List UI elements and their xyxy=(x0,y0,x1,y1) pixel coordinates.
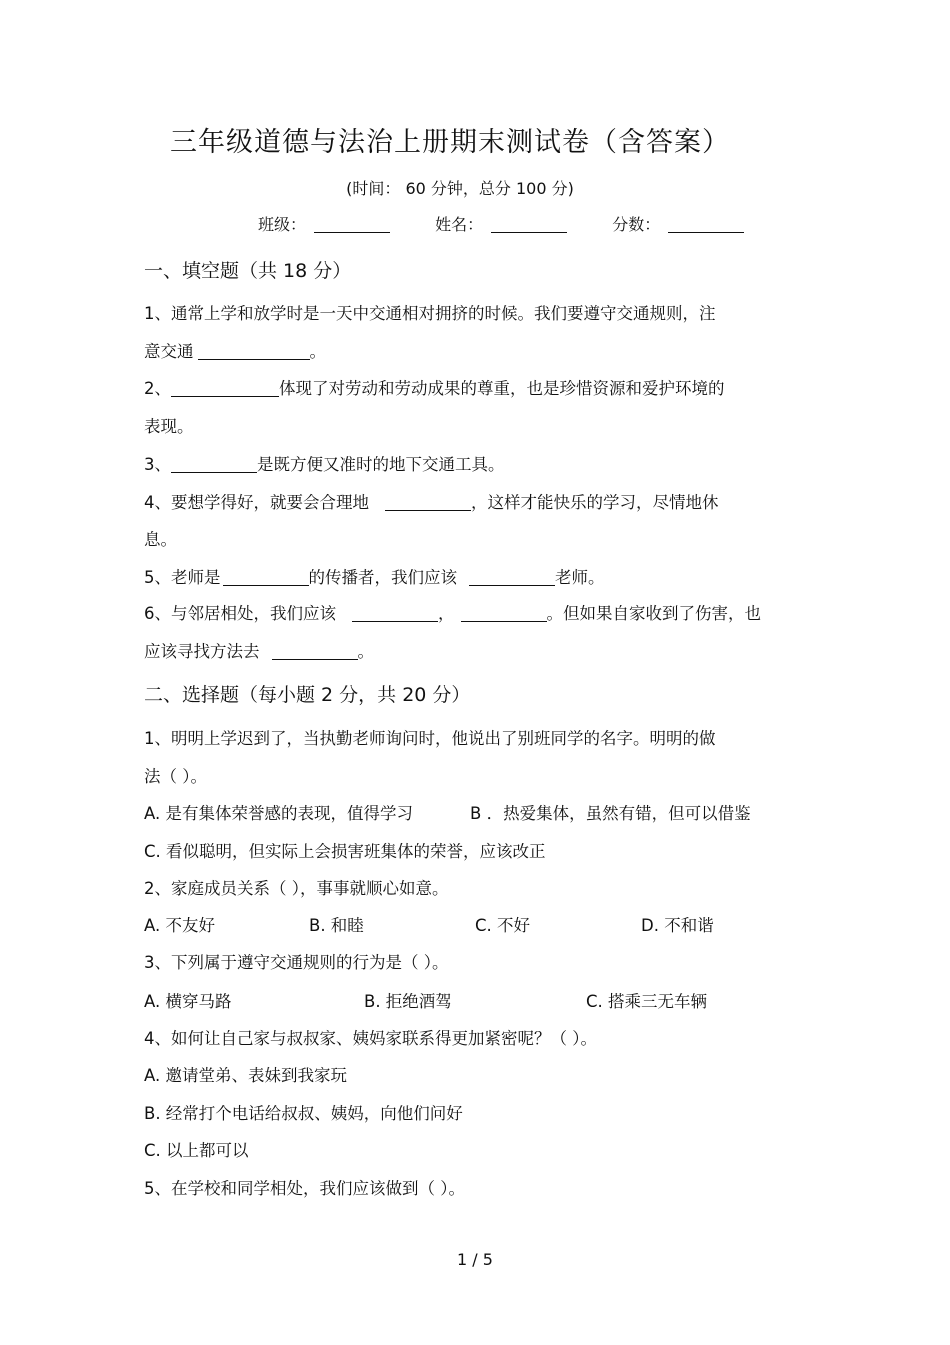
page-title: 三年级道德与法治上册期末测试卷（含答案） xyxy=(170,127,730,158)
q4-line-1: 4、要想学得好，就要会合理地 ，这样才能快乐的学习，尽情地休 xyxy=(144,493,719,512)
page-number: 1 / 5 xyxy=(457,1250,493,1269)
q2-line-2: 表现。 xyxy=(144,417,194,436)
q5-blank-1[interactable] xyxy=(223,569,309,586)
mc-q2-line: 2、家庭成员关系（ ），事事就顺心如意。 xyxy=(144,879,449,898)
q5-line: 5、老师是 的传播者，我们应该 老师。 xyxy=(144,568,605,587)
q2-line-1: 2、 体现了对劳动和劳动成果的尊重，也是珍惜资源和爱护环境的 xyxy=(144,379,725,398)
mc-q2-option-b[interactable]: B. 和睦 xyxy=(309,916,364,935)
q4-blank[interactable] xyxy=(385,494,471,511)
q2-blank[interactable] xyxy=(171,380,279,397)
score-label: 分数： xyxy=(612,215,661,234)
q6-line-2: 应该寻找方法去 。 xyxy=(144,642,374,661)
mc-q1-line-2: 法（ ）。 xyxy=(144,767,207,786)
mc-q1-option-b[interactable]: B ．热爱集体，虽然有错，但可以借鉴 xyxy=(470,804,751,823)
mc-q4-option-c[interactable]: C. 以上都可以 xyxy=(144,1141,249,1160)
class-blank[interactable] xyxy=(314,216,390,233)
name-blank[interactable] xyxy=(491,216,567,233)
student-info-row xyxy=(258,212,744,235)
mc-q1-option-c[interactable]: C. 看似聪明，但实际上会损害班集体的荣誉，应该改正 xyxy=(144,842,546,861)
q6-blank-3[interactable] xyxy=(272,643,358,660)
mc-q4-line: 4、如何让自己家与叔叔家、姨妈家联系得更加紧密呢？（ ）。 xyxy=(144,1029,597,1048)
mc-q2-option-d[interactable]: D. 不和谐 xyxy=(641,916,714,935)
q3-blank[interactable] xyxy=(171,456,257,473)
mc-q1-option-a[interactable]: A. 是有集体荣誉感的表现，值得学习 xyxy=(144,804,413,823)
q1-blank[interactable] xyxy=(198,343,310,360)
score-blank[interactable] xyxy=(668,216,744,233)
class-label: 班级： xyxy=(258,215,307,234)
mc-q3-option-c[interactable]: C. 搭乘三无车辆 xyxy=(586,992,708,1011)
mc-q3-line: 3、下列属于遵守交通规则的行为是（ ）。 xyxy=(144,953,449,972)
q1-line-1: 1、通常上学和放学时是一天中交通相对拥挤的时候。我们要遵守交通规则，注 xyxy=(144,304,716,323)
mc-q4-option-a[interactable]: A. 邀请堂弟、表妹到我家玩 xyxy=(144,1066,347,1085)
q4-line-2: 息。 xyxy=(144,530,177,549)
section1-heading: 一、填空题（共 18 分） xyxy=(144,260,352,282)
section2-heading: 二、选择题（每小题 2 分，共 20 分） xyxy=(144,684,471,706)
mc-q1-line-1: 1、明明上学迟到了，当执勤老师询问时，他说出了别班同学的名字。明明的做 xyxy=(144,729,716,748)
q5-blank-2[interactable] xyxy=(469,569,555,586)
q6-blank-1[interactable] xyxy=(352,605,438,622)
mc-q5-line: 5、在学校和同学相处，我们应该做到（ ）。 xyxy=(144,1179,465,1198)
mc-q3-option-b[interactable]: B. 拒绝酒驾 xyxy=(364,992,452,1011)
q6-blank-2[interactable] xyxy=(461,605,547,622)
mc-q4-option-b[interactable]: B. 经常打个电话给叔叔、姨妈，向他们问好 xyxy=(144,1104,463,1123)
exam-subtitle: (时间： 60 分钟，总分 100 分) xyxy=(346,179,574,198)
mc-q2-option-c[interactable]: C. 不好 xyxy=(475,916,531,935)
q1-line-2: 意交通 。 xyxy=(144,342,326,361)
q3-line: 3、 是既方便又准时的地下交通工具。 xyxy=(144,455,505,474)
mc-q3-option-a[interactable]: A. 横穿马路 xyxy=(144,992,232,1011)
mc-q2-option-a[interactable]: A. 不友好 xyxy=(144,916,215,935)
q6-line-1: 6、与邻居相处，我们应该 ， 。但如果自家收到了伤害，也 xyxy=(144,604,761,623)
name-label: 姓名： xyxy=(435,215,484,234)
